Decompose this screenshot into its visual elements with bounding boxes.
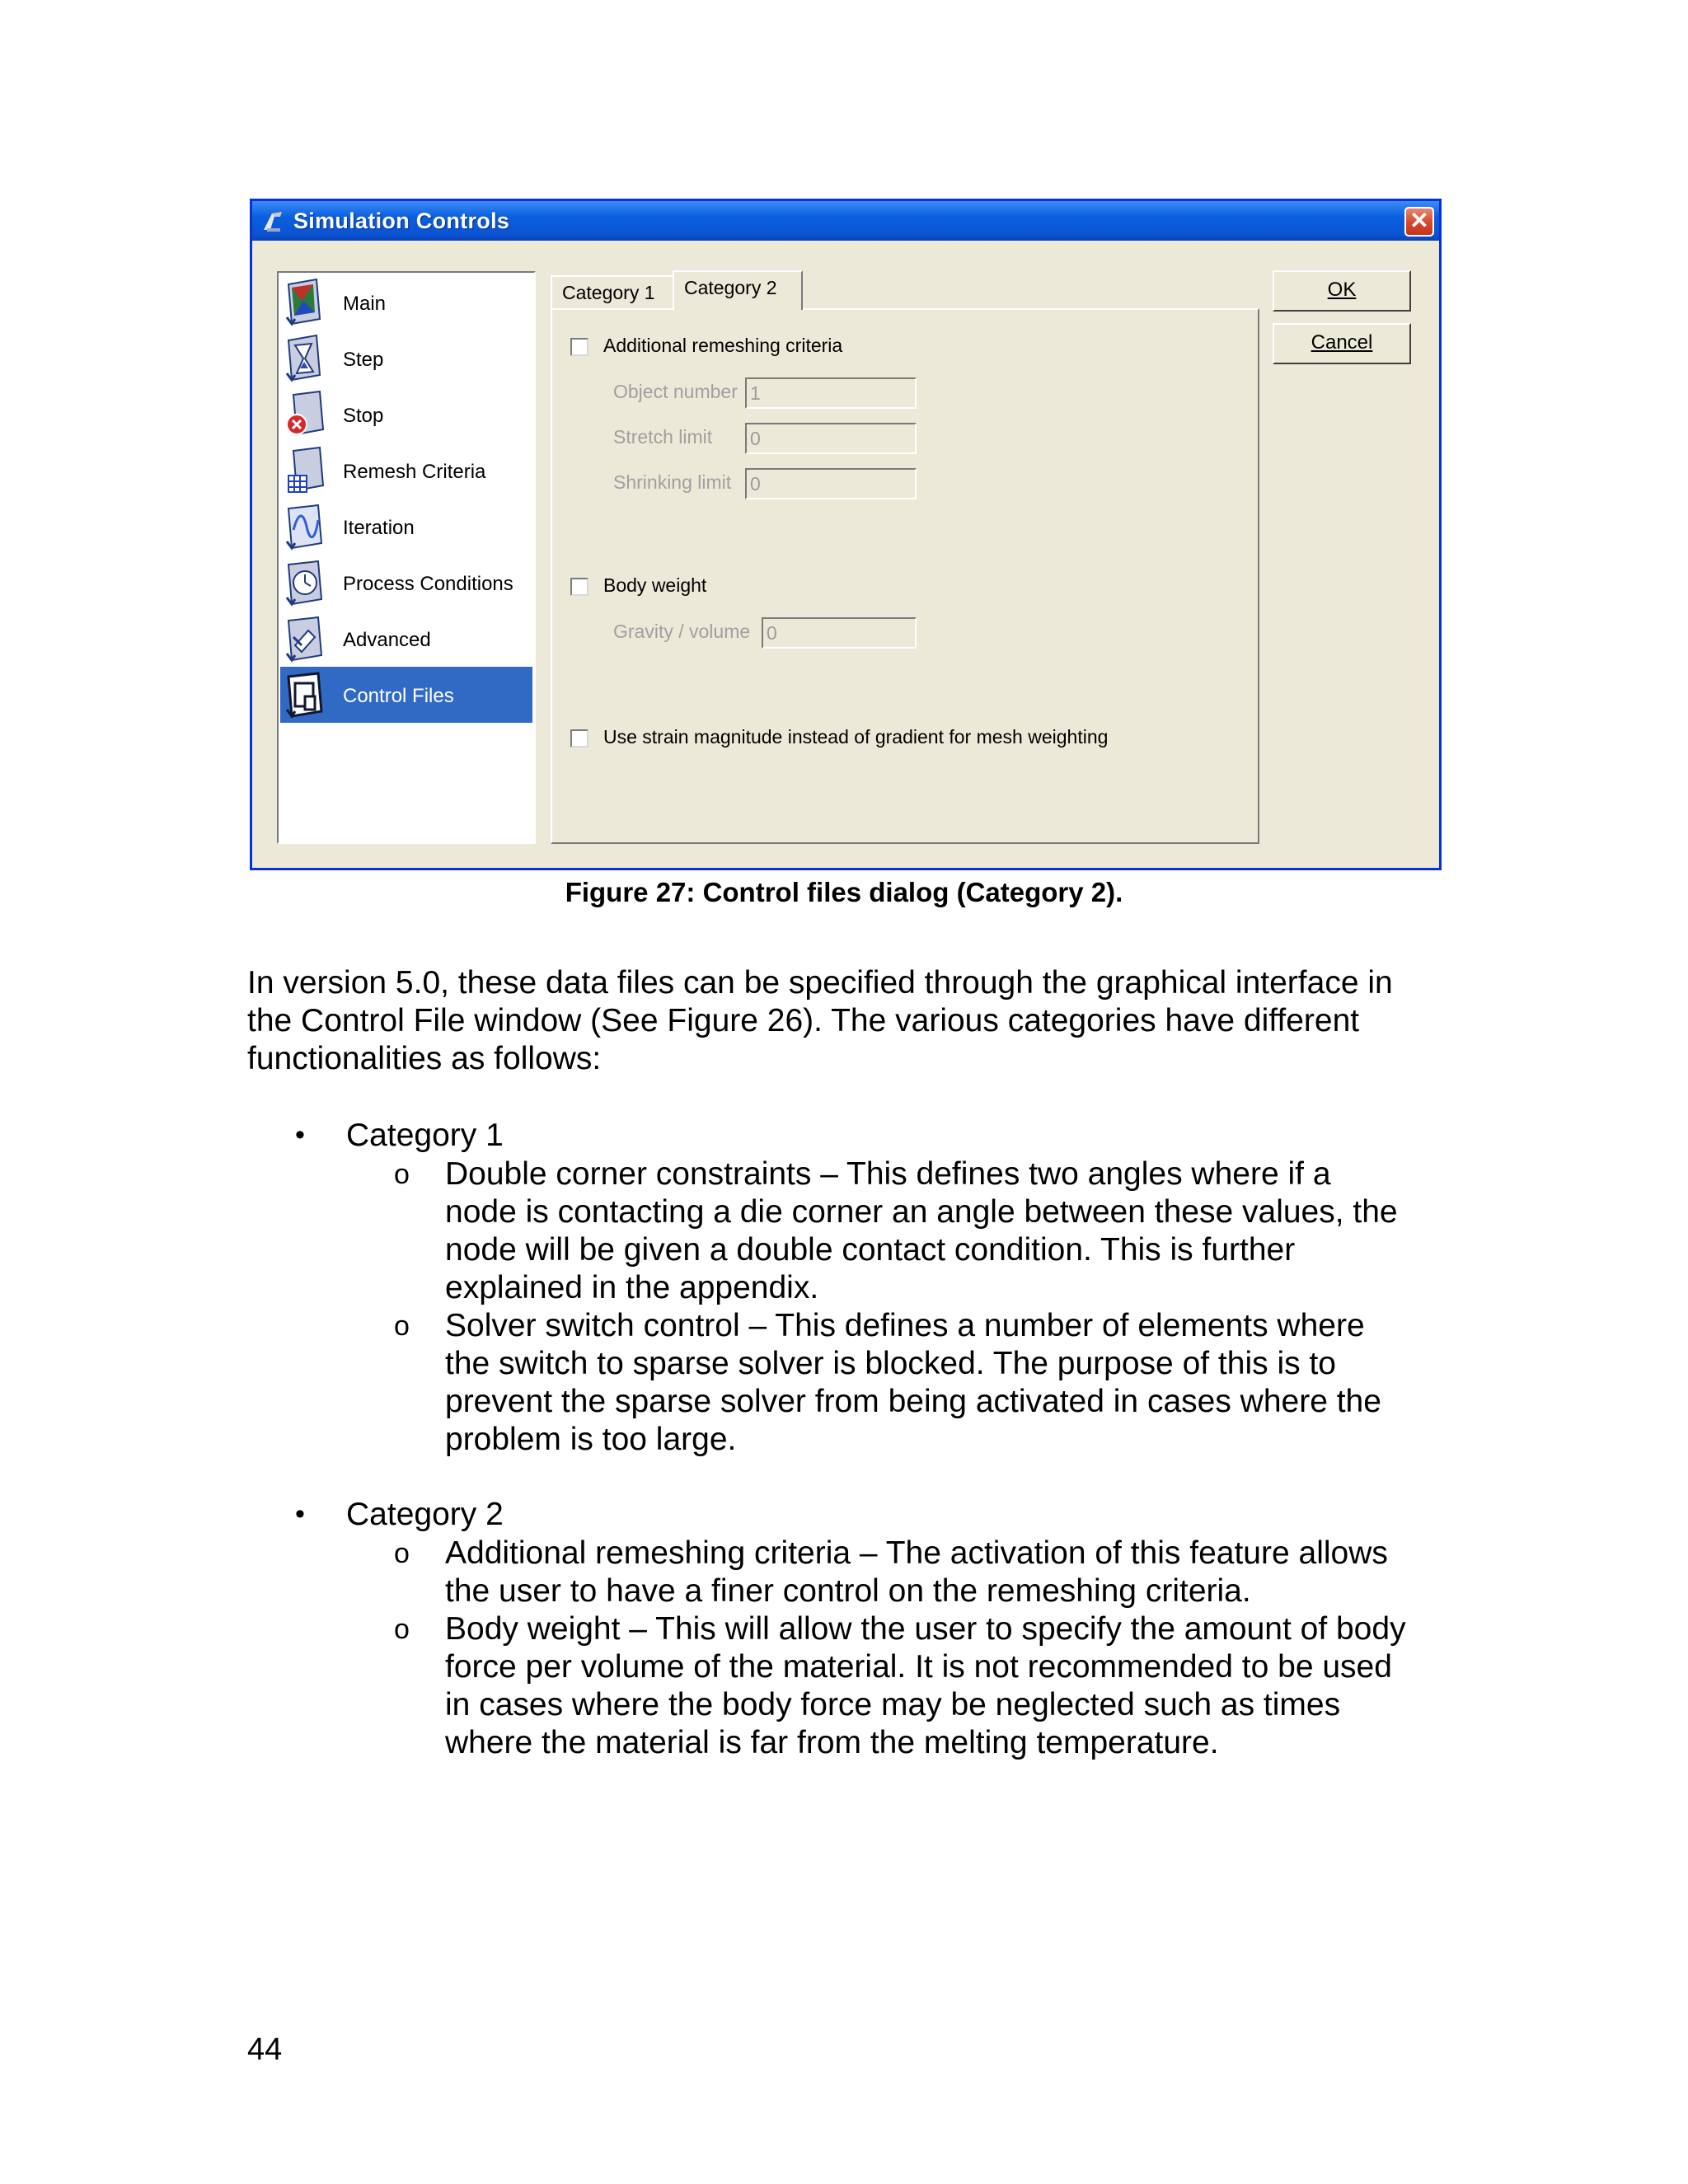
body-weight-label: Body weight xyxy=(603,574,707,596)
item-line: node is contacting a die corner an angle between these values, the xyxy=(445,1194,1398,1230)
process-conditions-icon xyxy=(284,556,336,609)
shrinking-limit-field[interactable] xyxy=(745,468,917,499)
control-files-icon xyxy=(284,668,336,721)
nav-item-process-conditions[interactable] xyxy=(280,555,532,611)
double-corner-item xyxy=(445,1155,1459,1307)
close-button[interactable] xyxy=(1404,207,1434,237)
nav-label-iteration: Iteration xyxy=(343,517,415,539)
intro-line: functionalities as follows: xyxy=(247,1041,602,1076)
additional-remeshing-checkbox[interactable] xyxy=(570,338,588,356)
stop-icon xyxy=(284,388,336,441)
intro-paragraph xyxy=(247,964,1459,1078)
nav-label-stop: Stop xyxy=(343,405,384,427)
solver-switch-item xyxy=(445,1307,1459,1459)
tab-category-1[interactable] xyxy=(551,275,674,308)
intro-line: the Control File window (See Figure 26). The various categories have different xyxy=(247,1003,1360,1038)
sub-bullet-marker: o xyxy=(394,1310,410,1342)
step-icon xyxy=(284,332,336,385)
category-1-heading: Category 1 xyxy=(346,1118,504,1153)
ok-button[interactable]: OK xyxy=(1273,270,1411,312)
strain-magnitude-checkbox[interactable] xyxy=(570,729,588,748)
nav-item-step[interactable] xyxy=(280,330,532,387)
page-number: 44 xyxy=(247,2032,283,2067)
strain-magnitude-label: Use strain magnitude instead of gradient for mesh weighting xyxy=(603,726,1109,748)
app-icon xyxy=(260,209,285,233)
item-line: where the material is far from the melting temperature. xyxy=(445,1725,1219,1760)
object-number-label: Object number xyxy=(613,381,738,402)
dialog-title: Simulation Controls xyxy=(293,209,510,233)
nav-item-remesh-criteria[interactable] xyxy=(280,443,532,499)
simulation-controls-dialog xyxy=(250,199,1442,870)
item-line: Solver switch control – This defines a number of elements where xyxy=(445,1308,1365,1343)
intro-line: In version 5.0, these data files can be specified through the graphical interface in xyxy=(247,965,1393,1001)
sub-bullet-marker: o xyxy=(394,1159,410,1190)
nav-label-process-conditions: Process Conditions xyxy=(343,573,513,595)
item-line: problem is too large. xyxy=(445,1422,737,1457)
dialog-titlebar[interactable] xyxy=(252,201,1439,241)
body-weight-item xyxy=(445,1610,1459,1762)
stretch-limit-field[interactable] xyxy=(745,423,917,454)
item-line: the user to have a finer control on the remeshing criteria. xyxy=(445,1573,1251,1609)
remesh-criteria-icon xyxy=(284,444,336,497)
item-line: Additional remeshing criteria – The activation of this feature allows xyxy=(445,1535,1388,1571)
nav-label-remesh-criteria: Remesh Criteria xyxy=(343,461,486,483)
shrinking-limit-label: Shrinking limit xyxy=(613,471,732,493)
nav-list xyxy=(277,271,536,844)
item-line: in cases where the body force may be neglected such as times xyxy=(445,1687,1341,1722)
nav-label-main: Main xyxy=(343,293,387,315)
stretch-limit-label: Stretch limit xyxy=(613,426,713,448)
item-line: Body weight – This will allow the user to specify the amount of body xyxy=(445,1611,1406,1647)
nav-item-control-files[interactable] xyxy=(280,667,532,723)
nav-label-advanced: Advanced xyxy=(343,629,431,651)
additional-remeshing-item xyxy=(445,1535,1459,1610)
nav-item-advanced[interactable] xyxy=(280,611,532,667)
sub-bullet-marker: o xyxy=(394,1538,410,1569)
cancel-button[interactable]: Cancel xyxy=(1273,323,1411,364)
close-icon: ✕ xyxy=(1409,208,1429,233)
item-line: the switch to sparse solver is blocked. The purpose of this is to xyxy=(445,1346,1336,1381)
additional-remeshing-label: Additional remeshing criteria xyxy=(603,335,843,356)
tab-category-1-label: Category 1 xyxy=(562,282,655,303)
nav-item-main[interactable] xyxy=(280,274,532,330)
figure-caption: Figure 27: Control files dialog (Category 2). xyxy=(565,877,1123,907)
body-weight-checkbox[interactable] xyxy=(570,578,588,596)
iteration-icon xyxy=(284,500,336,553)
item-line: force per volume of the material. It is not recommended to be used xyxy=(445,1649,1392,1685)
item-line: explained in the appendix. xyxy=(445,1270,819,1305)
gravity-volume-label: Gravity / volume xyxy=(613,621,751,642)
gravity-volume-field[interactable] xyxy=(762,617,917,649)
bullet-marker: • xyxy=(295,1498,305,1530)
nav-item-stop[interactable] xyxy=(280,387,532,443)
nav-item-iteration[interactable] xyxy=(280,499,532,555)
item-line: Double corner constraints – This defines two angles where if a xyxy=(445,1156,1331,1192)
nav-label-control-files: Control Files xyxy=(343,685,454,707)
tab-category-2[interactable] xyxy=(673,270,803,310)
bullet-marker: • xyxy=(295,1119,305,1151)
item-line: prevent the sparse solver from being activated in cases where the xyxy=(445,1384,1381,1419)
item-line: node will be given a double contact condition. This is further xyxy=(445,1232,1296,1268)
object-number-field[interactable] xyxy=(745,377,917,409)
advanced-icon xyxy=(284,612,336,665)
nav-label-step: Step xyxy=(343,349,384,371)
category-2-panel xyxy=(551,308,1259,844)
tab-category-2-label: Category 2 xyxy=(684,277,777,298)
sub-bullet-marker: o xyxy=(394,1614,410,1645)
category-2-heading: Category 2 xyxy=(346,1497,504,1532)
main-icon xyxy=(284,276,336,329)
